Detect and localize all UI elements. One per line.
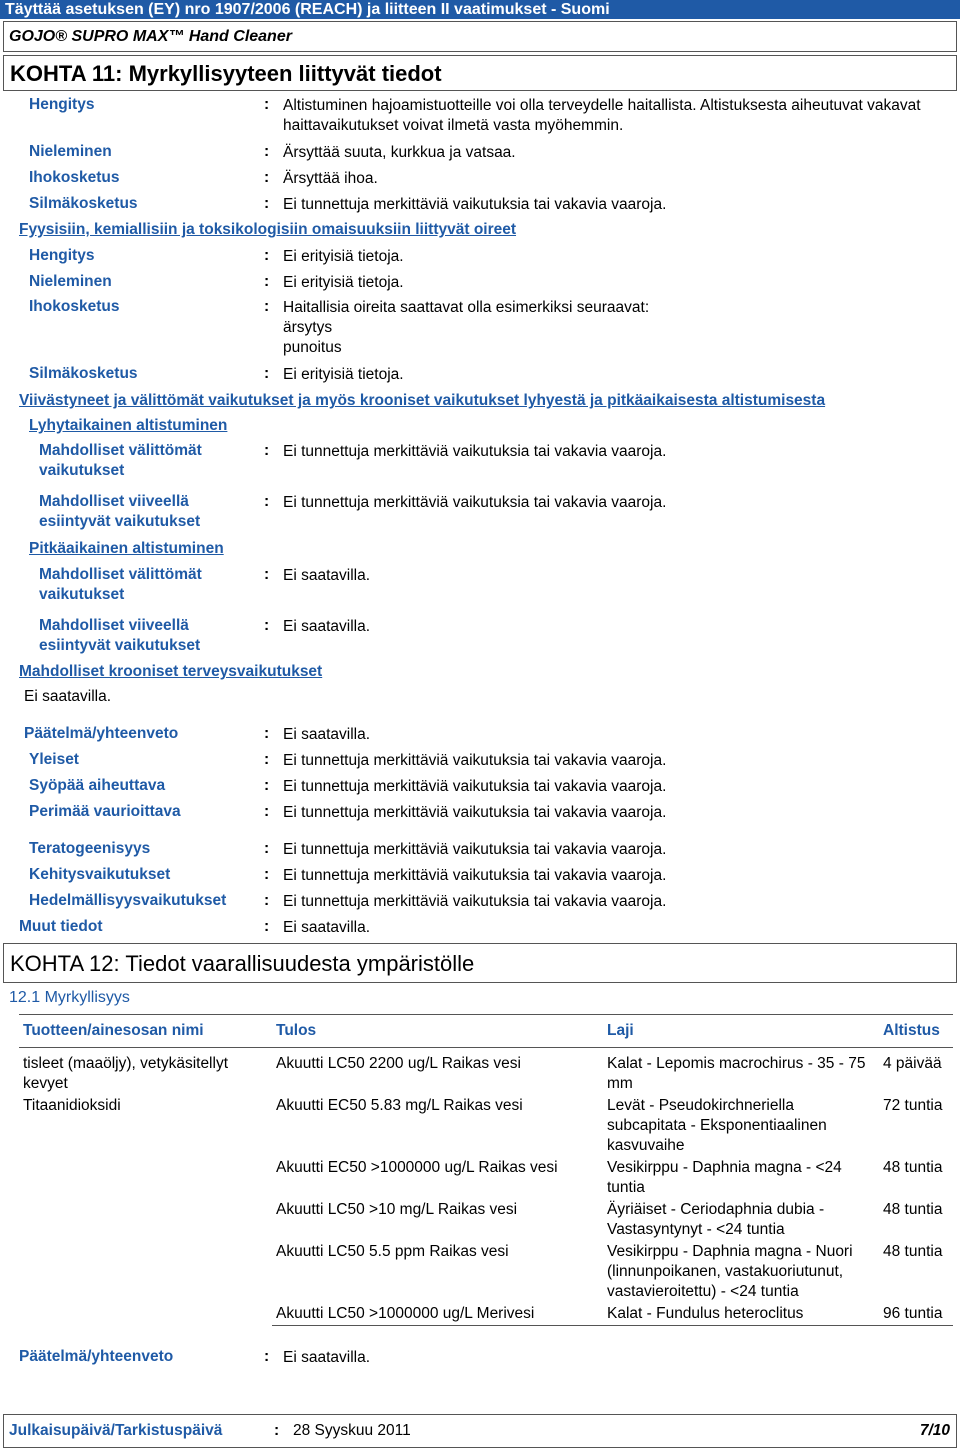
- cell-name: Titaanidioksidi: [23, 1097, 121, 1114]
- cell-species: Kalat - Fundulus heteroclitus: [603, 1303, 879, 1326]
- symptom-label-hengitys: Hengitys: [29, 247, 95, 264]
- short-term-immediate-label-1: Mahdolliset välittömät: [39, 442, 202, 459]
- cell-exposure: 48 tuntia: [883, 1201, 943, 1218]
- cell-result: Akuutti LC50 >1000000 ug/L Merivesi: [272, 1303, 603, 1326]
- colon: :: [264, 273, 270, 290]
- footer-date: 28 Syyskuu 2011: [293, 1422, 411, 1439]
- product-name: GOJO® SUPRO MAX™ Hand Cleaner: [3, 21, 957, 52]
- cell-name: [19, 1157, 272, 1199]
- cell-exposure: 72 tuntia: [883, 1097, 943, 1114]
- exposure-value-silmakosketus: Ei tunnettuja merkittäviä vaikutuksia tai vakavia vaaroja.: [283, 196, 667, 213]
- cell-result: Akuutti LC50 2200 ug/L Raikas vesi: [276, 1055, 521, 1072]
- short-term-immediate-label-2: vaikutukset: [39, 462, 125, 479]
- cell-exposure: 96 tuntia: [879, 1303, 953, 1326]
- footer-date-label: Julkaisupäivä/Tarkistuspäivä: [9, 1422, 223, 1439]
- symptom-label-ihokosketus: Ihokosketus: [29, 298, 120, 315]
- symptom-value-nieleminen: Ei erityisiä tietoja.: [283, 274, 404, 291]
- chronic-effects-heading: Mahdolliset krooniset terveysvaikutukset: [19, 663, 323, 680]
- long-term-heading: Pitkäaikainen altistuminen: [29, 540, 224, 557]
- cell-exposure: 4 päivää: [883, 1055, 942, 1072]
- section-12-title: KOHTA 12: Tiedot vaarallisuudesta ympäristölle: [3, 943, 957, 983]
- column-header-result: Tulos: [272, 1015, 603, 1048]
- summary-value-mutagenic: Ei tunnettuja merkittäviä vaikutuksia tai vakavia vaaroja.: [283, 804, 667, 821]
- delayed-effects-heading: Viivästyneet ja välittömät vaikutukset ja myös krooniset vaikutukset lyhyestä ja pitkäaikaisesta altistumisesta: [19, 392, 826, 409]
- colon: :: [264, 566, 270, 583]
- env-summary-label: Päätelmä/yhteenveto: [19, 1348, 174, 1365]
- cell-name: [19, 1241, 272, 1303]
- cell-result: Akuutti LC50 5.5 ppm Raikas vesi: [276, 1243, 509, 1260]
- short-term-immediate-value: Ei tunnettuja merkittäviä vaikutuksia tai vakavia vaaroja.: [283, 443, 667, 460]
- symptom-value-hengitys: Ei erityisiä tietoja.: [283, 248, 404, 265]
- summary-label-fertility: Hedelmällisyysvaikutukset: [29, 892, 227, 909]
- symptom-value-ihokosketus: Haitallisia oireita saattavat olla esimerkiksi seuraavat:: [283, 299, 650, 316]
- summary-value-fertility: Ei tunnettuja merkittäviä vaikutuksia tai vakavia vaaroja.: [283, 893, 667, 910]
- exposure-label-ihokosketus: Ihokosketus: [29, 169, 120, 186]
- exposure-label-silmakosketus: Silmäkosketus: [29, 195, 138, 212]
- cell-species: Kalat - Lepomis macrochirus - 35 - 75 mm: [607, 1055, 866, 1092]
- regulation-header: Täyttää asetuksen (EY) nro 1907/2006 (REACH) ja liitteen II vaatimukset - Suomi: [0, 0, 960, 19]
- summary-label-teratogenic: Teratogeenisyys: [29, 840, 151, 857]
- symptom-label-silmakosketus: Silmäkosketus: [29, 365, 138, 382]
- long-term-immediate-value: Ei saatavilla.: [283, 567, 371, 584]
- column-header-species: Laji: [603, 1015, 879, 1048]
- short-term-delayed-value: Ei tunnettuja merkittäviä vaikutuksia tai vakavia vaaroja.: [283, 494, 667, 511]
- summary-label-conclusion: Päätelmä/yhteenveto: [24, 725, 179, 742]
- table-row: [19, 1241, 953, 1303]
- long-term-delayed-label-2: esiintyvät vaikutukset: [39, 637, 201, 654]
- cell-species: Vesikirppu - Daphnia magna - <24 tuntia: [607, 1159, 842, 1196]
- summary-label-developmental: Kehitysvaikutukset: [29, 866, 171, 883]
- symptom-item-punoitus: punoitus: [283, 339, 342, 356]
- summary-value-conclusion: Ei saatavilla.: [283, 726, 371, 743]
- symptom-item-arsytys: ärsytys: [283, 319, 333, 336]
- section-11-title: KOHTA 11: Myrkyllisyyteen liittyvät tiedot: [3, 55, 957, 91]
- summary-value-developmental: Ei tunnettuja merkittäviä vaikutuksia tai vakavia vaaroja.: [283, 867, 667, 884]
- colon: :: [264, 777, 270, 794]
- symptoms-heading: Fyysisiin, kemiallisiin ja toksikologisiin omaisuuksiin liittyvät oireet: [19, 221, 517, 238]
- env-summary-value: Ei saatavilla.: [283, 1349, 371, 1366]
- summary-value-carcinogenic: Ei tunnettuja merkittäviä vaikutuksia tai vakavia vaaroja.: [283, 778, 667, 795]
- short-term-heading: Lyhytaikainen altistuminen: [29, 417, 228, 434]
- cell-name: tisleet (maaöljy), vetykäsitellyt kevyet: [23, 1055, 229, 1092]
- colon: :: [264, 169, 270, 186]
- short-term-delayed-label-2: esiintyvät vaikutukset: [39, 513, 201, 530]
- exposure-label-hengitys: Hengitys: [29, 96, 95, 113]
- summary-label-carcinogenic: Syöpää aiheuttava: [29, 777, 166, 794]
- exposure-value-hengitys: Altistuminen hajoamistuotteille voi olla terveydelle haitallista. Altistuksesta aiheutuvat vakavat haittavaikutukset voivat ilmetä vasta myöhemmin.: [283, 97, 921, 134]
- cell-result: Akuutti LC50 >10 mg/L Raikas vesi: [276, 1201, 518, 1218]
- colon: :: [264, 195, 270, 212]
- colon: :: [264, 617, 270, 634]
- long-term-immediate-label-2: vaikutukset: [39, 586, 125, 603]
- cell-species: Vesikirppu - Daphnia magna - Nuori (linnunpoikanen, vastakuoriutunut, vastavieroitettu) - <24 tuntia: [607, 1243, 853, 1300]
- cell-exposure: 48 tuntia: [883, 1243, 943, 1260]
- colon: :: [264, 247, 270, 264]
- toxicity-table: [19, 1014, 953, 1326]
- colon: :: [264, 96, 270, 113]
- cell-species: Äyriäiset - Ceriodaphnia dubia - Vastasyntynyt - <24 tuntia: [607, 1201, 825, 1238]
- colon: :: [264, 840, 270, 857]
- colon: :: [264, 725, 270, 742]
- colon: :: [264, 892, 270, 909]
- long-term-delayed-value: Ei saatavilla.: [283, 618, 371, 635]
- cell-species: Levät - Pseudokirchneriella subcapitata - Eksponentiaalinen kasvuvaihe: [607, 1097, 827, 1154]
- footer: [3, 1414, 957, 1448]
- table-row: [19, 1199, 953, 1241]
- colon: :: [274, 1422, 280, 1439]
- colon: :: [264, 918, 270, 935]
- short-term-delayed-label-1: Mahdolliset viiveellä: [39, 493, 189, 510]
- chronic-effects-value: Ei saatavilla.: [24, 688, 112, 705]
- colon: :: [264, 365, 270, 382]
- cell-result: Akuutti EC50 >1000000 ug/L Raikas vesi: [276, 1159, 558, 1176]
- colon: :: [264, 803, 270, 820]
- other-info-label: Muut tiedot: [19, 918, 103, 935]
- table-row: [19, 1048, 953, 1096]
- cell-result: Akuutti EC50 5.83 mg/L Raikas vesi: [276, 1097, 523, 1114]
- summary-value-teratogenic: Ei tunnettuja merkittäviä vaikutuksia tai vakavia vaaroja.: [283, 841, 667, 858]
- colon: :: [264, 751, 270, 768]
- colon: :: [264, 442, 270, 459]
- table-row: [19, 1095, 953, 1157]
- summary-value-general: Ei tunnettuja merkittäviä vaikutuksia tai vakavia vaaroja.: [283, 752, 667, 769]
- exposure-value-ihokosketus: Ärsyttää ihoa.: [283, 170, 378, 187]
- exposure-label-nieleminen: Nieleminen: [29, 143, 112, 160]
- cell-name: [19, 1199, 272, 1241]
- column-header-name: Tuotteen/ainesosan nimi: [19, 1015, 272, 1048]
- colon: :: [264, 866, 270, 883]
- symptom-value-silmakosketus: Ei erityisiä tietoja.: [283, 366, 404, 383]
- long-term-immediate-label-1: Mahdolliset välittömät: [39, 566, 202, 583]
- cell-name: [19, 1303, 272, 1326]
- other-info-value: Ei saatavilla.: [283, 919, 371, 936]
- colon: :: [264, 1348, 270, 1365]
- symptom-label-nieleminen: Nieleminen: [29, 273, 112, 290]
- column-header-exposure: Altistus: [879, 1015, 953, 1048]
- colon: :: [264, 493, 270, 510]
- summary-label-mutagenic: Perimää vaurioittava: [29, 803, 181, 820]
- colon: :: [264, 143, 270, 160]
- table-header-row: [19, 1015, 953, 1048]
- summary-label-general: Yleiset: [29, 751, 79, 768]
- toxicity-subheading: 12.1 Myrkyllisyys: [9, 989, 130, 1006]
- table-row: [19, 1303, 953, 1326]
- page-number: 7/10: [919, 1422, 950, 1439]
- table-row: [19, 1157, 953, 1199]
- cell-exposure: 48 tuntia: [883, 1159, 943, 1176]
- long-term-delayed-label-1: Mahdolliset viiveellä: [39, 617, 189, 634]
- colon: :: [264, 298, 270, 315]
- exposure-value-nieleminen: Ärsyttää suuta, kurkkua ja vatsaa.: [283, 144, 516, 161]
